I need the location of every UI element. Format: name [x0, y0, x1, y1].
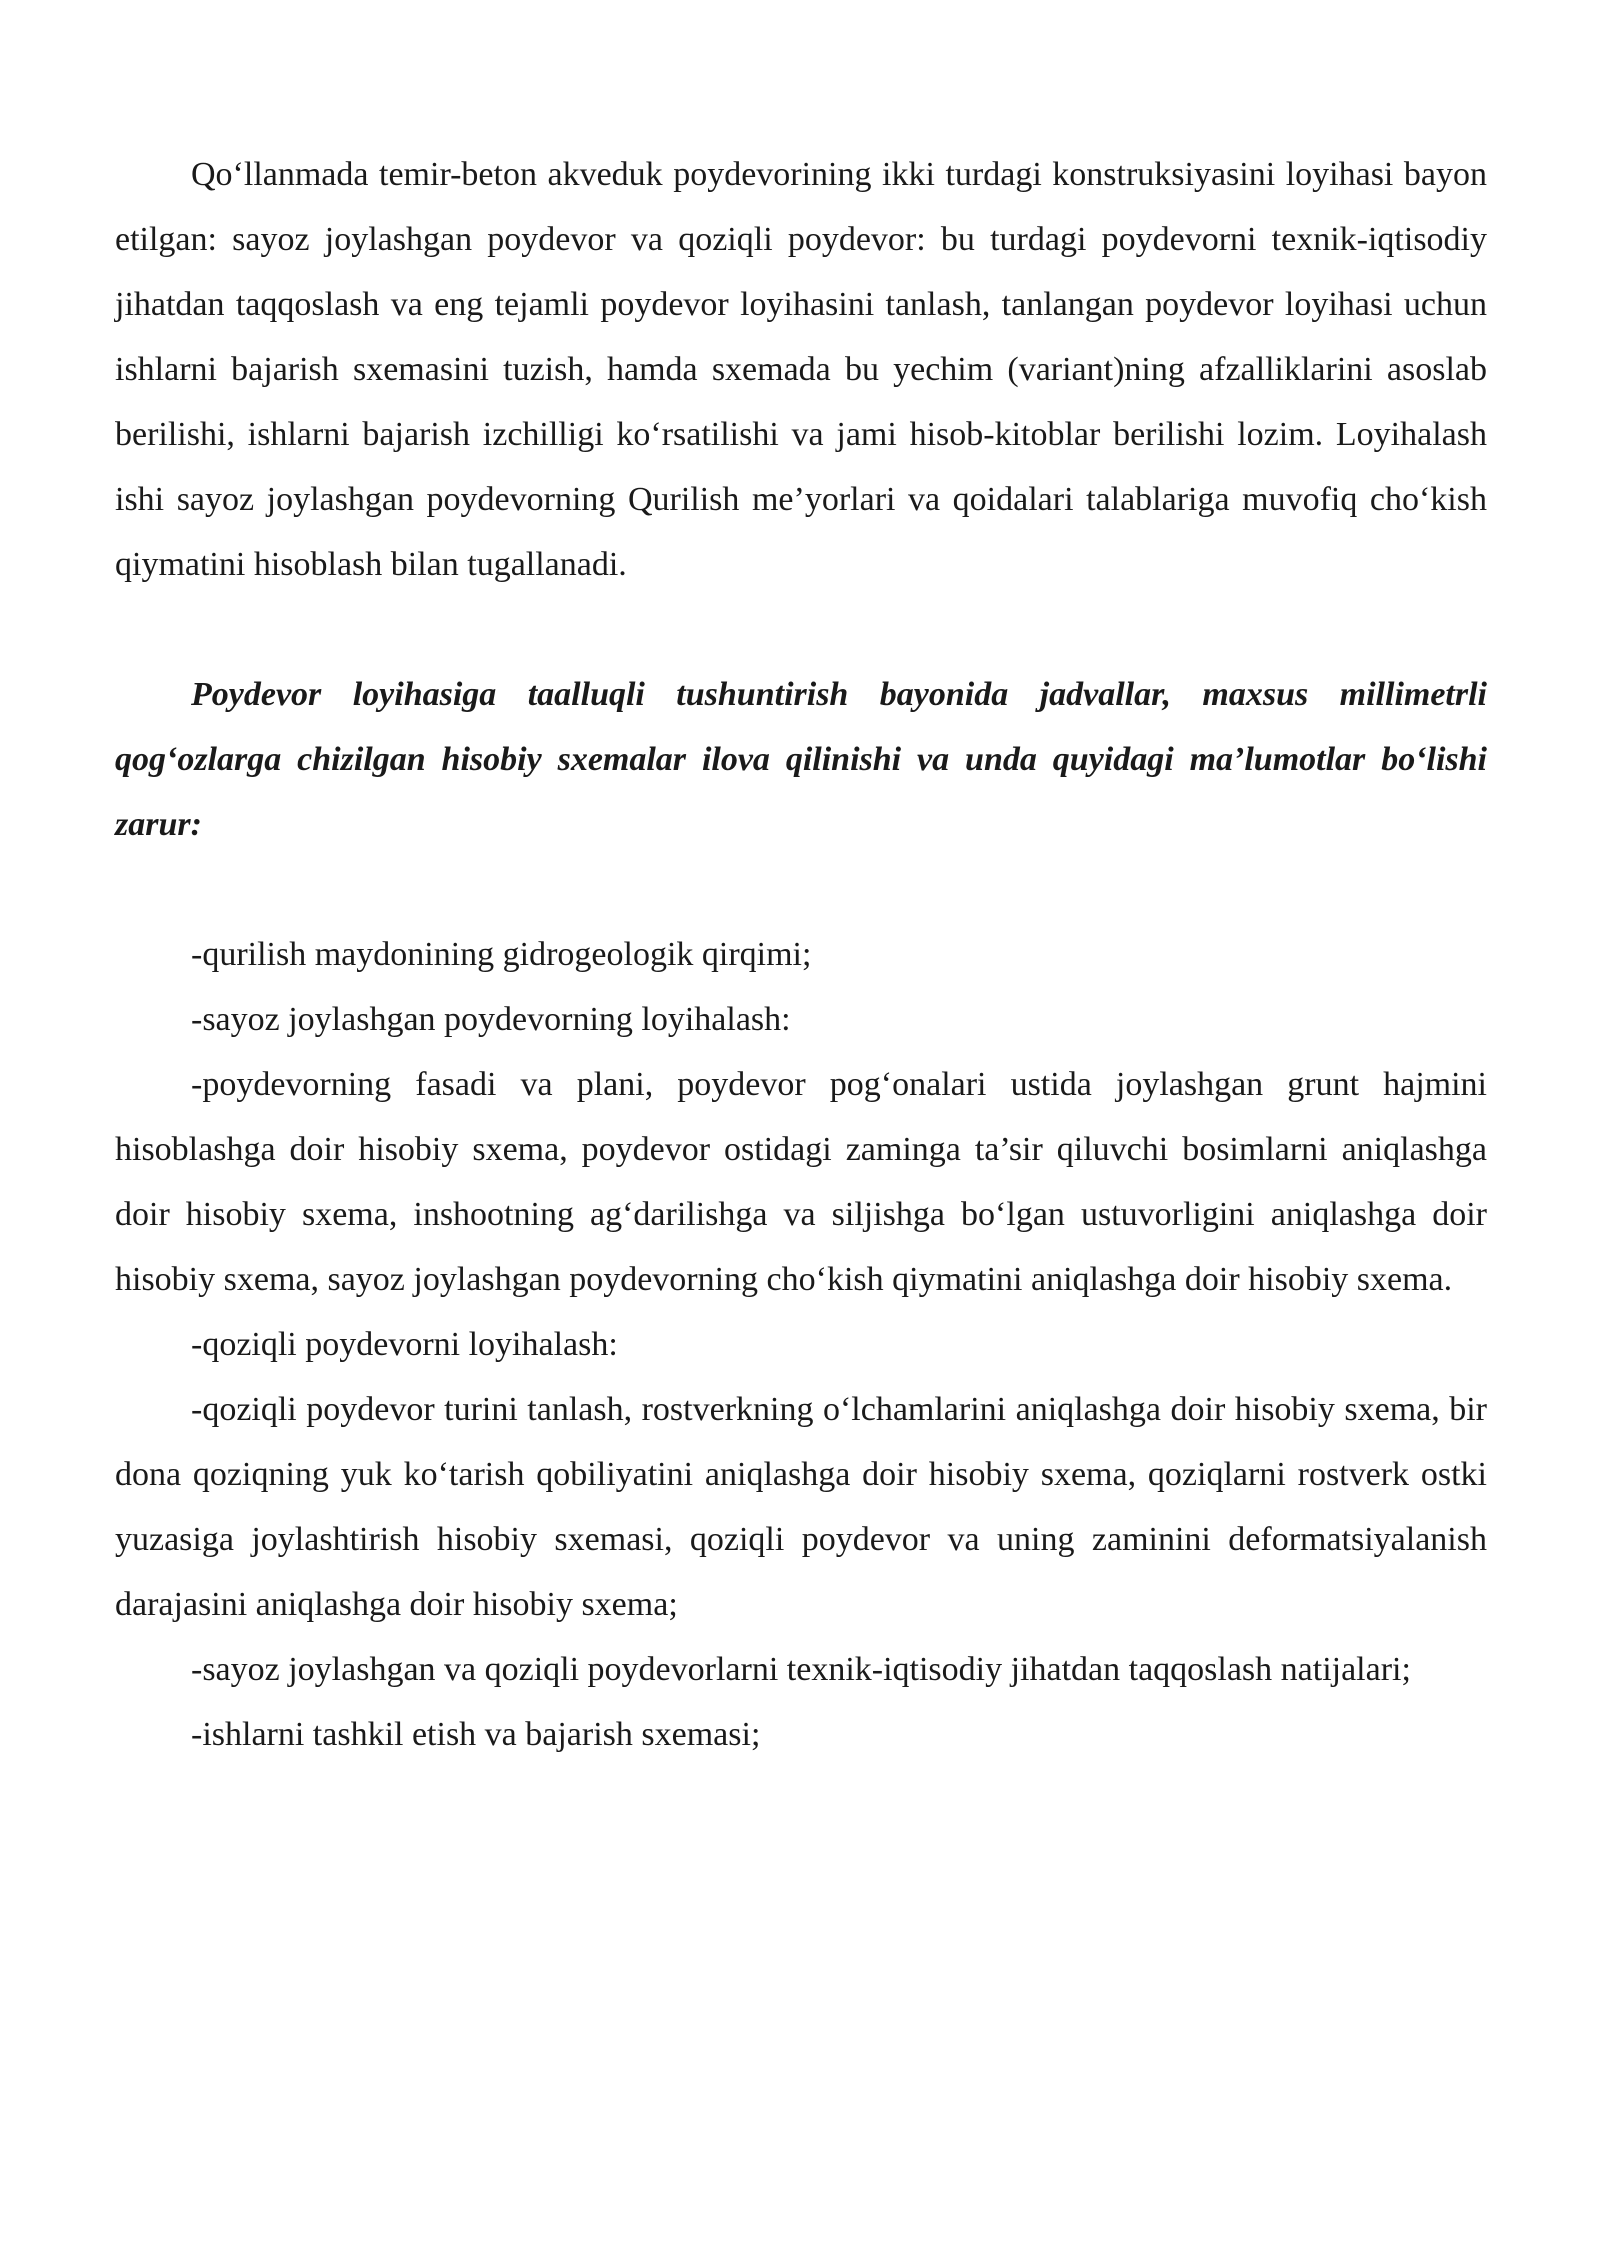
list-item: -qurilish maydonining gidrogeologik qirqimi; — [191, 936, 812, 973]
spacer — [115, 857, 1487, 922]
list-item: -ishlarni tashkil etish va bajarish sxemasi; — [191, 1716, 761, 1753]
list-item: -sayoz joylashgan poydevorning loyihalash: — [191, 1001, 791, 1038]
spacer — [115, 597, 1487, 662]
list-item: -poydevorning fasadi va plani, poydevor pog‘onalari ustida joylashgan grunt hajmini hisoblashga doir hisobiy sxema, poydevor ostidagi zaminga ta’sir qiluvchi bosimlarni aniqlashga doir hisobiy sxema, inshootning ag‘darilishga va siljishga bo‘lgan ustuvorligini aniqlashga doir hisobiy sxema, sayoz joylashgan poydevorning cho‘kish qiymatini aniqlashga doir hisobiy sxema. — [115, 1066, 1487, 1298]
section-heading: Poydevor loyihasiga taalluqli tushuntirish bayonida jadvallar, maxsus millimetrli qog‘ozlarga chizilgan hisobiy sxemalar ilova qilinishi va unda quyidagi ma’lumotlar bo‘lishi zarur: — [115, 676, 1487, 843]
requirements-list — [115, 922, 1487, 1767]
intro-paragraph: Qo‘llanmada temir-beton akveduk poydevorining ikki turdagi konstruksiyasini loyihasi bayon etilgan: sayoz joylashgan poydevor va qoziqli poydevor: bu turdagi poydevorni texnik-iqtisodiy jihatdan taqqoslash va eng tejamli poydevor loyihasini tanlash, tanlangan poydevor loyihasi uchun ishlarni bajarish sxemasini tuzish, hamda sxemada bu yechim (variant)ning afzalliklarini asoslab berilishi, ishlarni bajarish izchilligi ko‘rsatilishi va jami hisob-kitoblar berilishi lozim. Loyihalash ishi sayoz joylashgan poydevorning Qurilish me’yorlari va qoidalari talablariga muvofiq cho‘kish qiymatini hisoblash bilan tugallanadi. — [115, 156, 1487, 583]
list-item: -sayoz joylashgan va qoziqli poydevorlarni texnik-iqtisodiy jihatdan taqqoslash natijalari; — [191, 1651, 1411, 1688]
list-item: -qoziqli poydevorni loyihalash: — [191, 1326, 618, 1363]
list-item: -qoziqli poydevor turini tanlash, rostverkning o‘lchamlarini aniqlashga doir hisobiy sxema, bir dona qoziqning yuk ko‘tarish qobiliyatini aniqlashga doir hisobiy sxema, qoziqlarni rostverk ostki yuzasiga joylashtirish hisobiy sxemasi, qoziqli poydevor va uning zaminini deformatsiyalanish darajasini aniqlashga doir hisobiy sxema; — [115, 1391, 1487, 1623]
document-page — [115, 142, 1487, 1767]
